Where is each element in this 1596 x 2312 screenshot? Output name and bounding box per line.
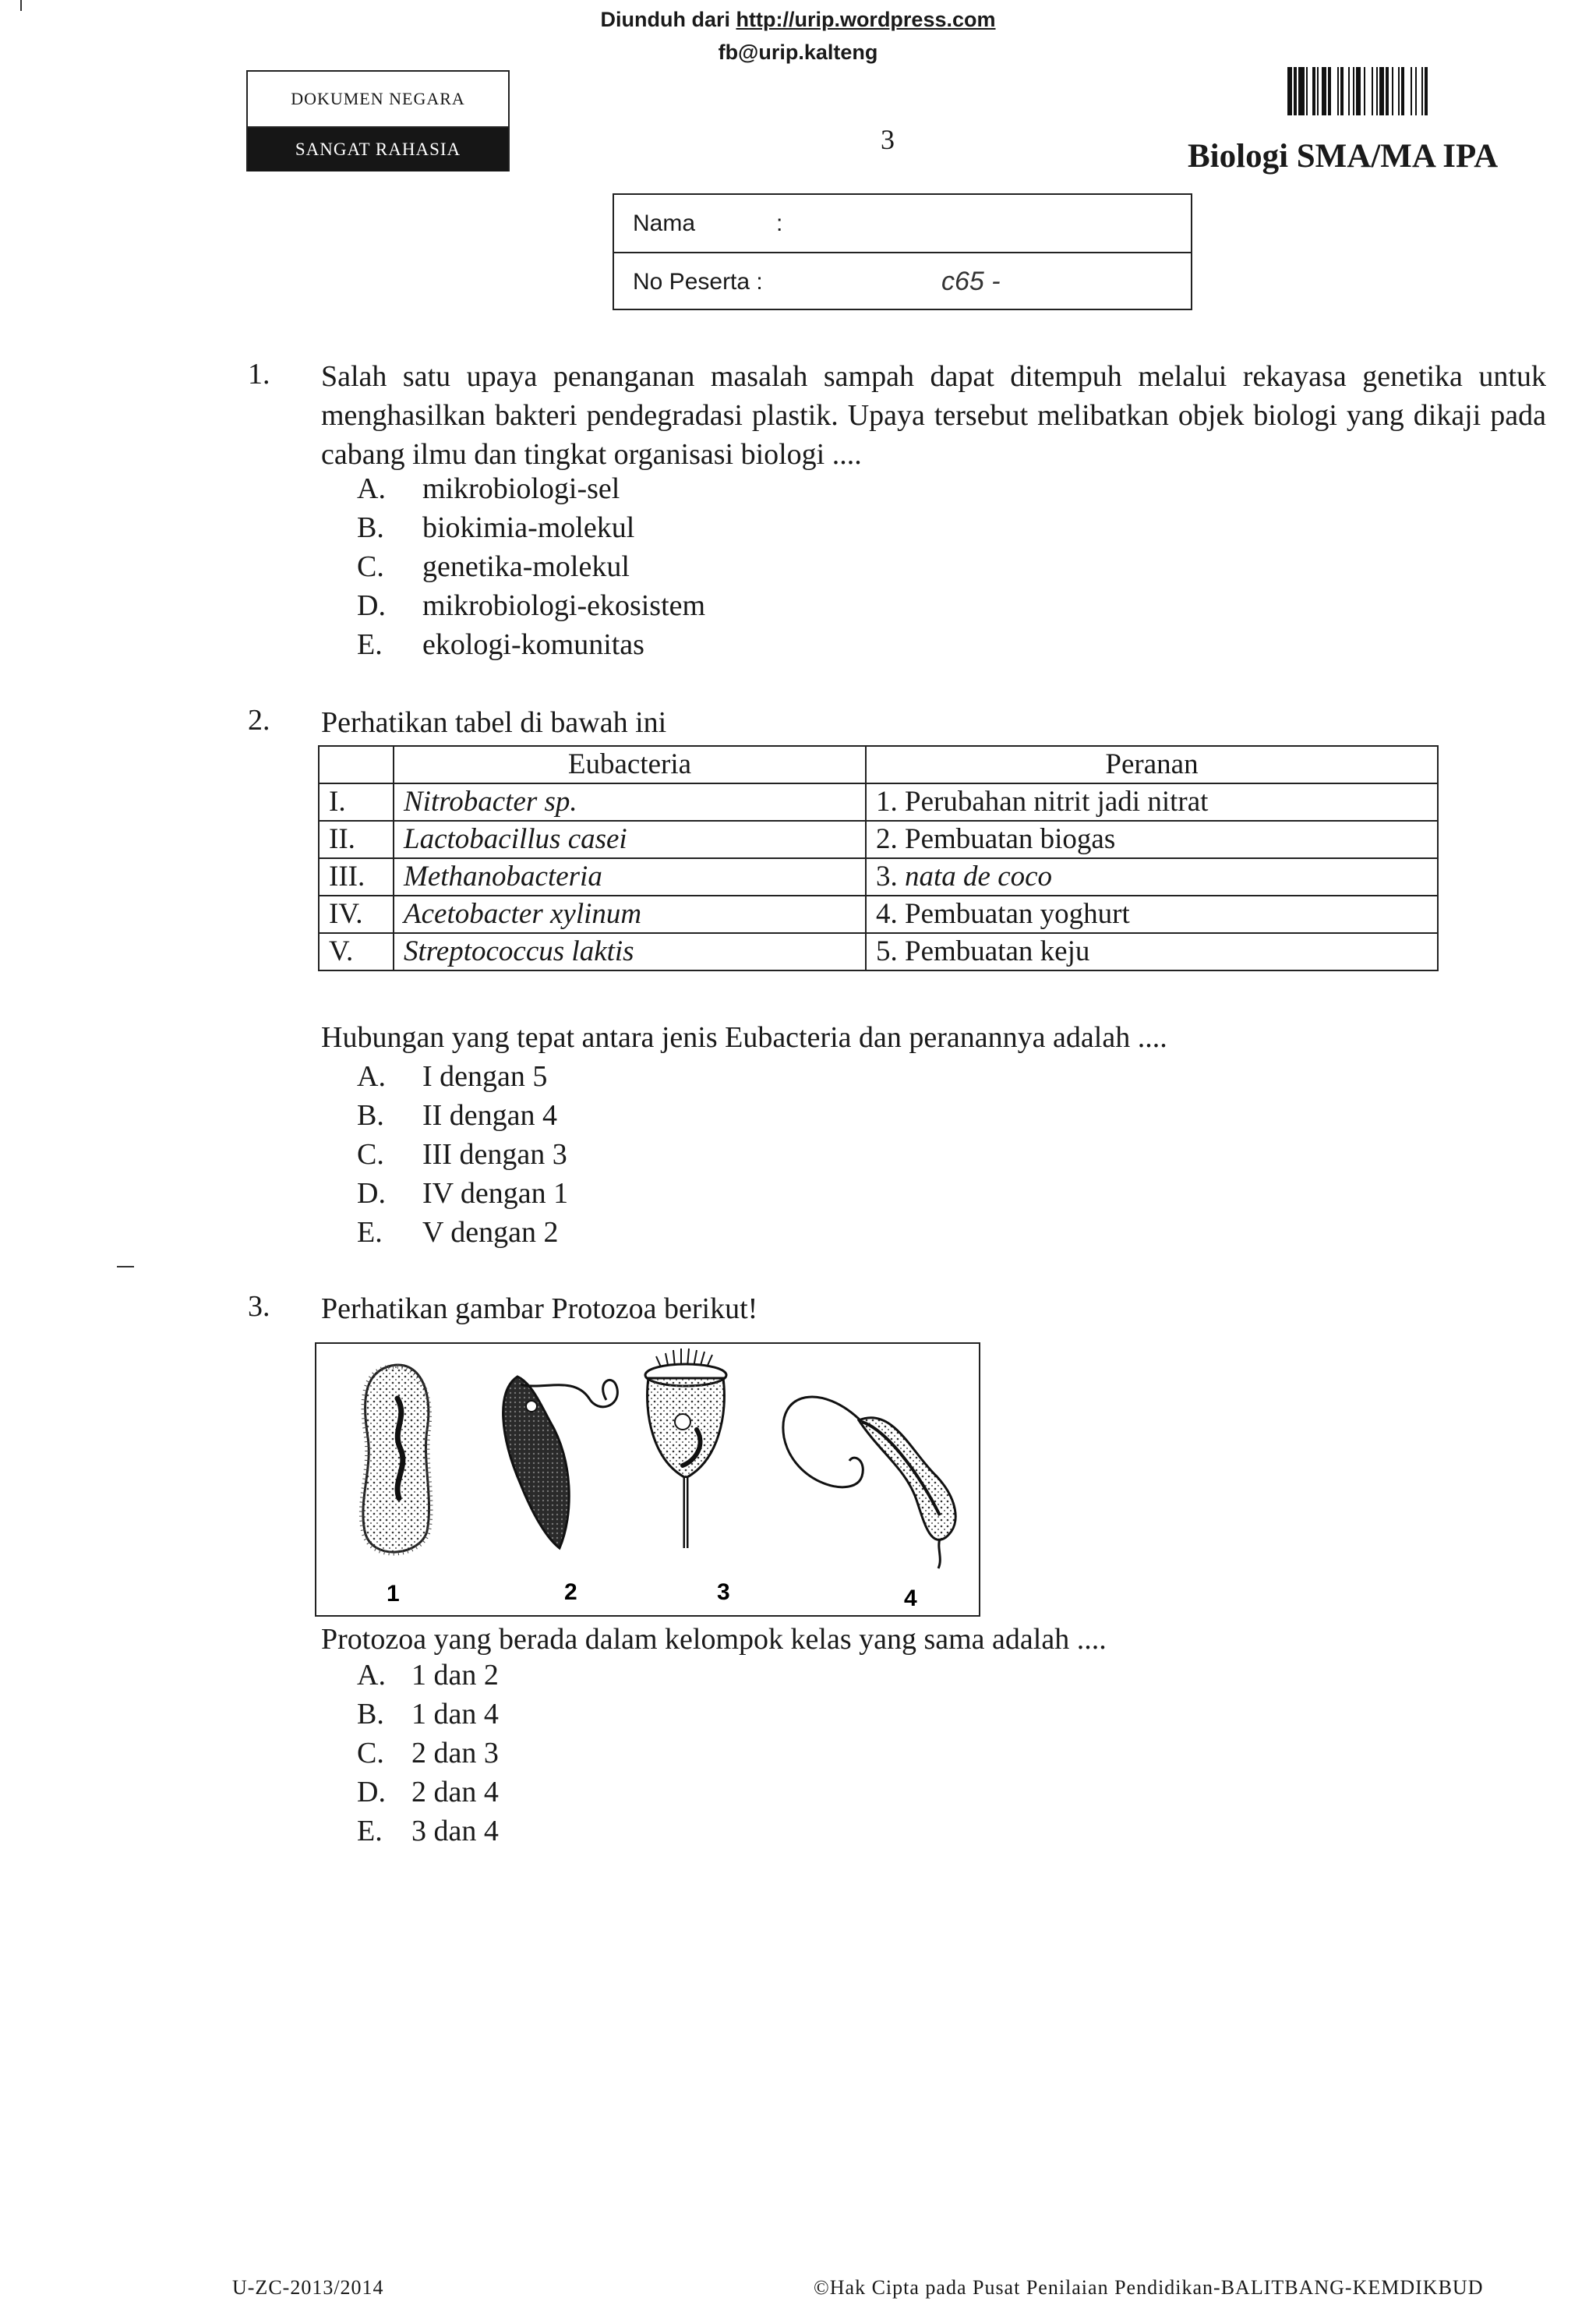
role-cell: 3. nata de coco [866,858,1438,896]
table-header-cell [319,746,394,783]
barcode-icon [1284,65,1548,117]
protozoa-illustration [316,1344,979,1615]
eubacteria-table [318,745,1439,971]
protozoa-4-trypanosoma [783,1397,955,1568]
row-number: II. [319,821,394,858]
option-c[interactable]: C. III dengan 3 [357,1138,567,1171]
participant-label: No Peserta : [633,269,763,295]
protozoa-figure [315,1342,980,1617]
crop-mark [117,1266,134,1267]
options-list [357,1656,499,1851]
role-cell: 2. Pembuatan biogas [866,821,1438,858]
protozoa-2-flagellate [503,1377,618,1548]
option-c[interactable]: C. genetika-molekul [357,550,630,583]
figure-label: 3 [717,1579,730,1605]
question-followup: Hubungan yang tepat antara jenis Eubacteria dan peranannya adalah .... [321,1021,1167,1054]
question-number: 1. [248,358,270,391]
footer-copyright: ©Hak Cipta pada Pusat Penilaian Pendidikan-BALITBANG-KEMDIKBUD [814,2276,1484,2299]
option-a[interactable]: A. 1 dan 2 [357,1659,499,1692]
participant-handwritten: c65 - [941,267,1001,296]
question-followup: Protozoa yang berada dalam kelompok kelas yang sama adalah .... [321,1623,1107,1656]
organism-name: Methanobacteria [394,858,866,896]
option-b[interactable]: B. 1 dan 4 [357,1698,499,1730]
option-b[interactable]: B. II dengan 4 [357,1099,558,1132]
table-row [319,821,1438,858]
question-text: Salah satu upaya penanganan masalah sampah dapat ditempuh melalui rekayasa genetika untuk menghasilkan bakteri pendegradasi plastik. Upaya tersebut melibatkan objek biologi yang dikaji pada cabang ilmu dan tingkat organisasi biologi .... [321,360,1546,471]
organism-name: Acetobacter xylinum [394,896,866,933]
figure-label: 1 [387,1581,400,1607]
document-classification-box [246,70,510,171]
option-e[interactable]: E. 3 dan 4 [357,1815,499,1847]
question-number: 3. [248,1290,270,1323]
row-number: III. [319,858,394,896]
participant-row [614,252,1191,310]
contact-line: fb@urip.kalteng [718,41,878,64]
table-row [319,783,1438,821]
name-colon: : [776,210,783,236]
row-number: I. [319,783,394,821]
figure-label: 2 [564,1579,577,1605]
organism-name: Lactobacillus casei [394,821,866,858]
option-e[interactable]: E. ekologi-komunitas [357,628,644,661]
option-d[interactable]: D. 2 dan 4 [357,1776,499,1808]
table-header-cell: Eubacteria [394,746,866,783]
figure-label: 4 [904,1586,917,1611]
option-a[interactable]: A. mikrobiologi-sel [357,472,620,505]
table-header-cell: Peranan [866,746,1438,783]
table-row [319,858,1438,896]
name-row [614,195,1191,252]
footer-code: U-ZC-2013/2014 [232,2276,384,2299]
table-row [319,896,1438,933]
question-text: Perhatikan gambar Protozoa berikut! [321,1292,758,1325]
options-list [357,469,705,664]
organism-name: Nitrobacter sp. [394,783,866,821]
option-d[interactable]: D. mikrobiologi-ekosistem [357,589,706,622]
options-list [357,1057,568,1252]
source-url[interactable]: http://urip.wordpress.com [736,8,996,31]
option-e[interactable]: E. V dengan 2 [357,1216,559,1249]
doc-label-bottom: SANGAT RAHASIA [248,128,508,171]
role-cell: 4. Pembuatan yoghurt [866,896,1438,933]
option-d[interactable]: D. IV dengan 1 [357,1177,569,1210]
question-number: 2. [248,704,270,737]
subject-title: Biologi SMA/MA IPA [1188,138,1499,175]
role-cell: 1. Perubahan nitrit jadi nitrat [866,783,1438,821]
page-number: 3 [881,124,895,155]
protozoa-3-vorticella [645,1349,726,1548]
option-b[interactable]: B. biokimia-molekul [357,511,635,544]
doc-label-top: DOKUMEN NEGARA [248,72,508,128]
source-line: Diunduh dari http://urip.wordpress.com [600,8,996,31]
table-header-row [319,746,1438,783]
option-a[interactable]: A. I dengan 5 [357,1060,548,1093]
identity-box [613,193,1192,310]
row-number: IV. [319,896,394,933]
table-row [319,933,1438,970]
question-text: Perhatikan tabel di bawah ini [321,706,667,739]
organism-name: Streptococcus laktis [394,933,866,970]
row-number: V. [319,933,394,970]
protozoa-1-paramecium [362,1365,431,1554]
role-cell: 5. Pembuatan keju [866,933,1438,970]
name-label: Nama [633,210,696,236]
option-c[interactable]: C. 2 dan 3 [357,1737,499,1769]
